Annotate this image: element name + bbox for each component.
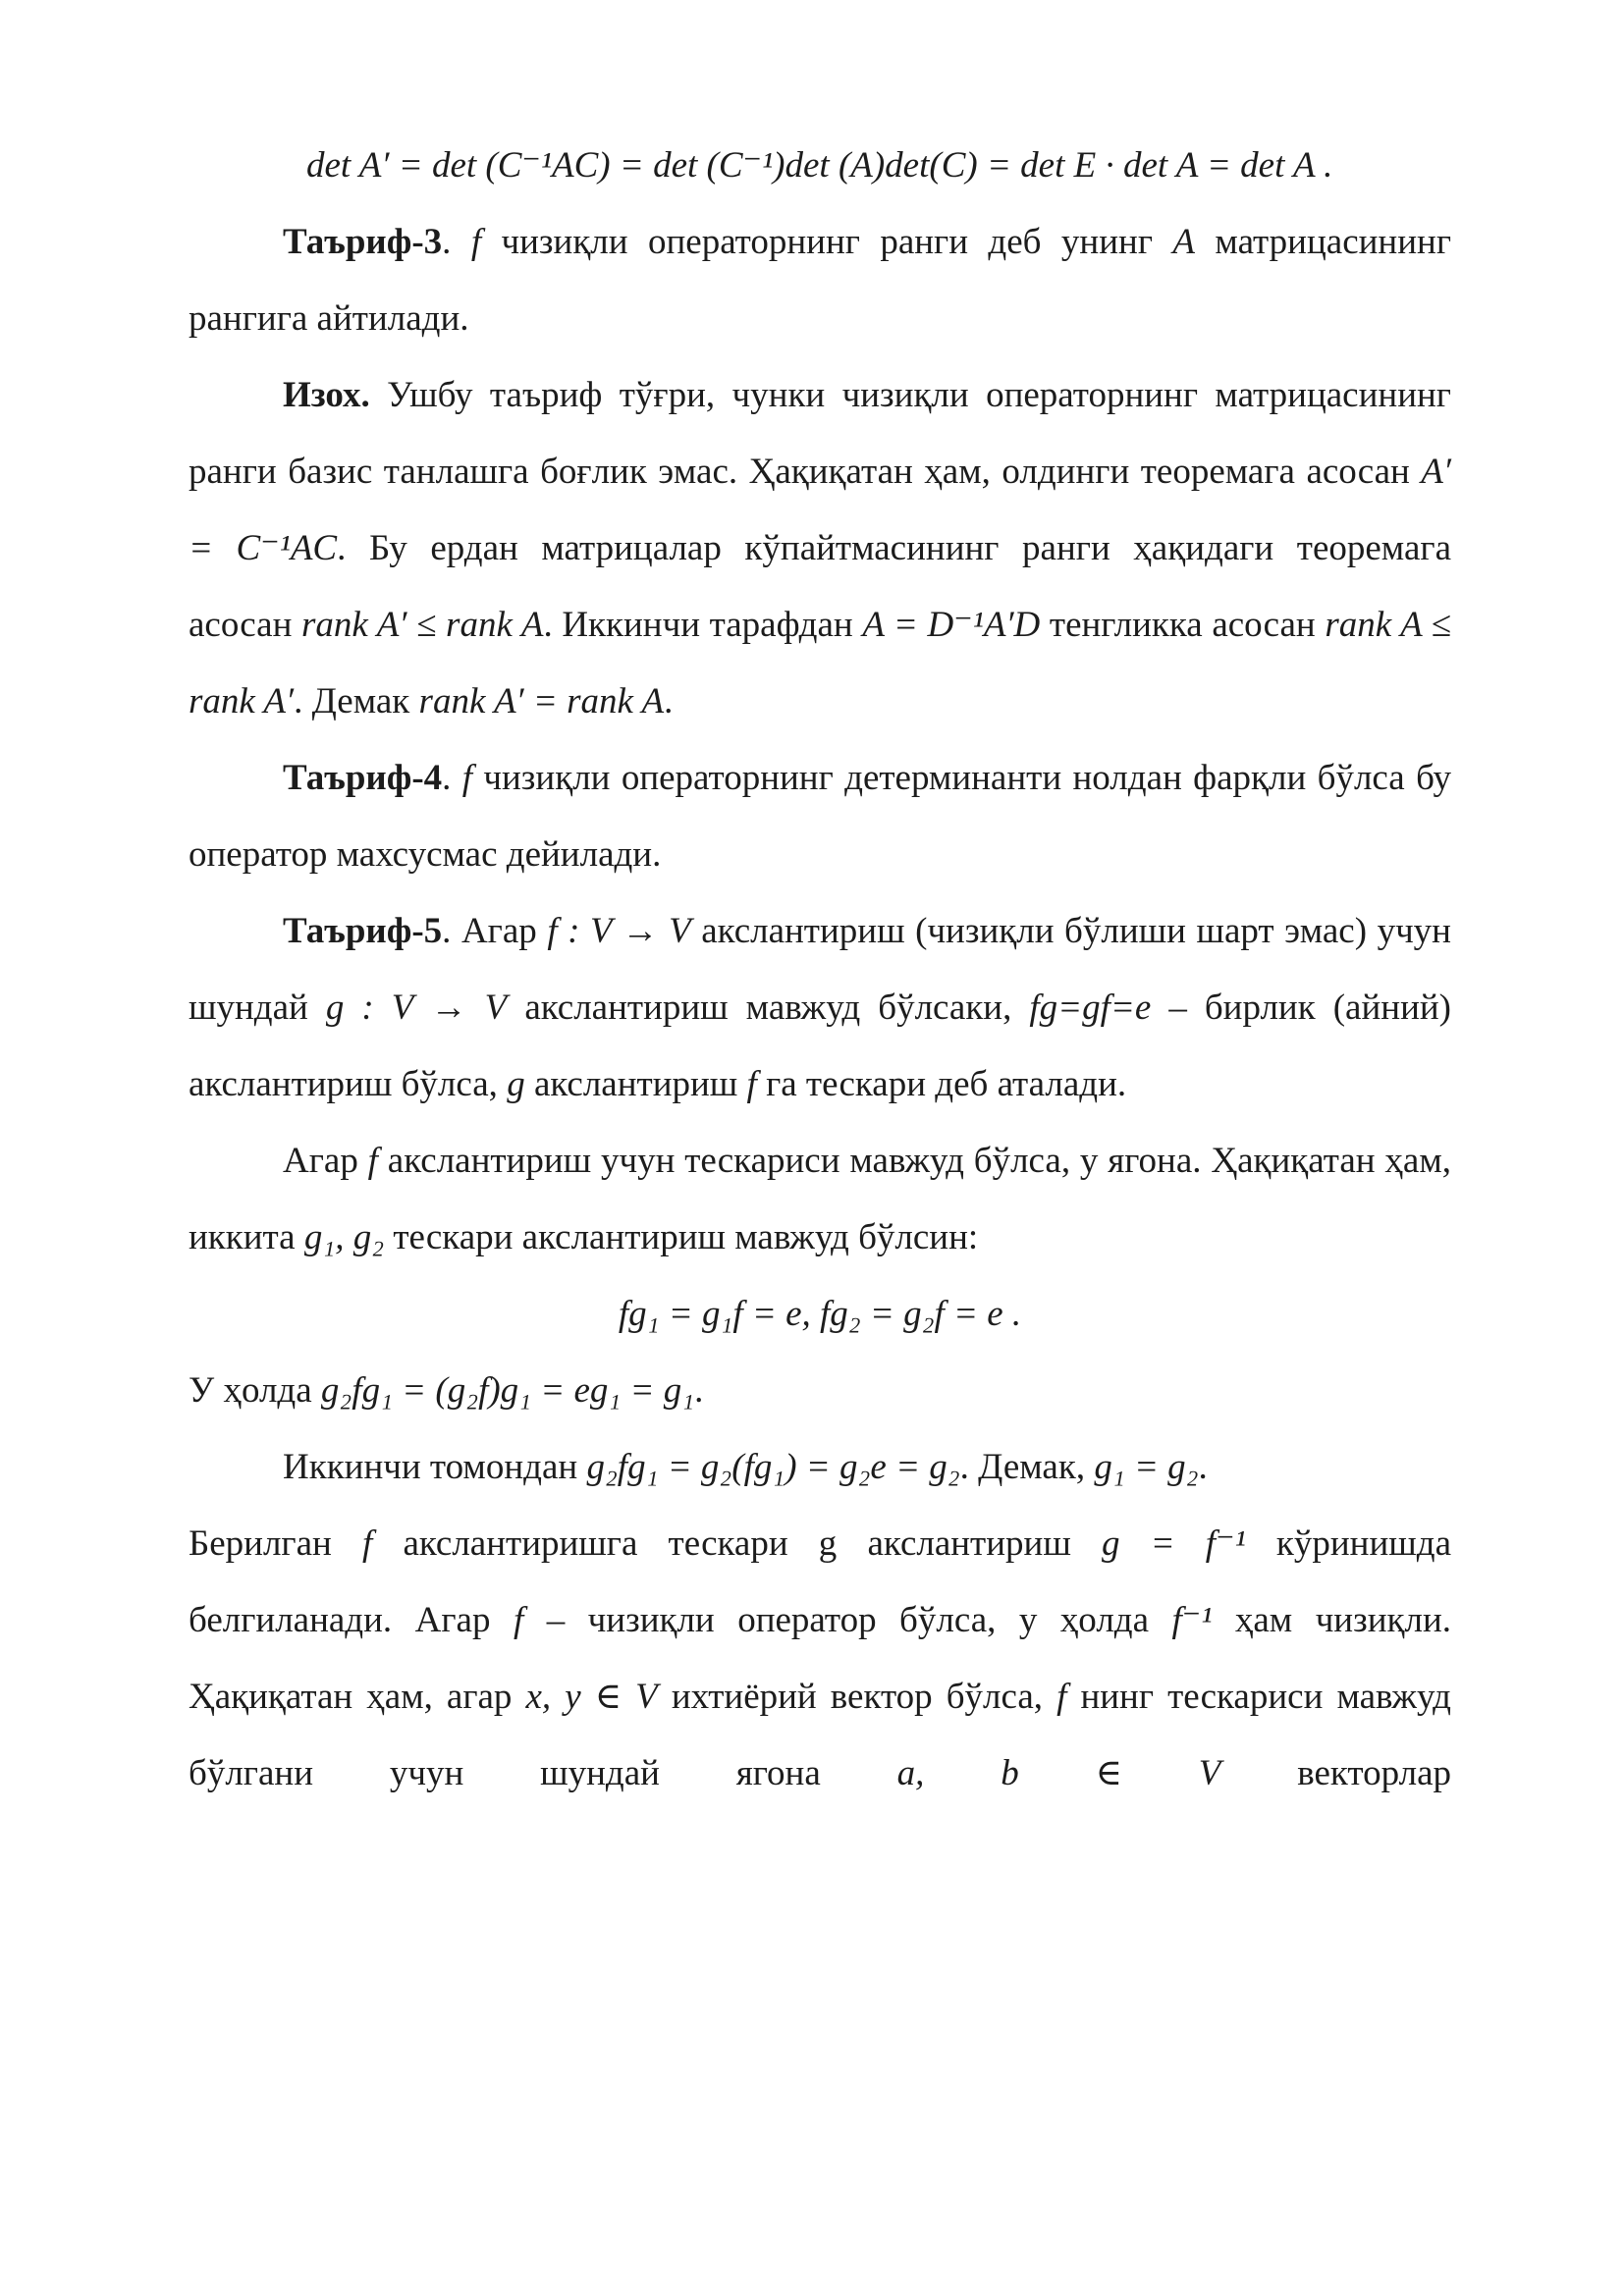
uniqueness-paragraph: Агар f акслантириш учун тескариси мавжуд бўлса, у ягона. Ҳақиқатан ҳам, иккита g₁, g₂ тескари акслантириш мавжуд бўлсин: [189,1141,1451,1257]
equation-inverse: fg₁ = g₁f = e, fg₂ = g₂f = e . [618,1294,1022,1334]
page-body [189,128,1451,1812]
definition-4-label: Таъриф-4 [283,758,443,798]
note-label: Изох. [283,375,370,415]
definition-3-label: Таъриф-3 [283,222,443,262]
definition-3: Таъриф-3. f чизиқли операторнинг ранги деб унинг A матрицасининг рангига айтилади. [189,222,1451,339]
equation-det: det A′ = det (C⁻¹AC) = det (C⁻¹)det (A)det(C) = det E · det A = det A . [306,145,1333,186]
second-side-line: Иккинчи томондан g₂fg₁ = g₂(fg₁) = g₂e = g₂. Демак, g₁ = g₂. [283,1447,1208,1487]
definition-4: Таъриф-4. f чизиқли операторнинг детерминанти нолдан фарқли бўлса бу оператор махсусмас дейилади. [189,758,1452,875]
note-paragraph: Изох. Ушбу таъриф тўғри, чунки чизиқли операторнинг матрицасининг ранги базис танлашга боғлик эмас. Ҳақиқатан ҳам, олдинги теоремага асосан A′ = C⁻¹AC. Бу ердан матрицалар кўпайтмасининг ранги ҳақидаги теоремага асосан rank A′ ≤ rank A. Иккинчи тарафдан A = D⁻¹A′D тенгликка асосан rank A ≤ rank A′. Демак rank A′ = rank A. [189,375,1451,721]
definition-5-label: Таъриф-5 [283,911,443,951]
then-line: У ҳолда g₂fg₁ = (g₂f)g₁ = eg₁ = g₁. [189,1370,704,1411]
definition-5: Таъриф-5. Агар f : V → V акслантириш (чизиқли бўлиши шарт эмас) учун шундай g : V → V акслантириш мавжуд бўлсаки, fg=gf=e – бирлик (айний) акслантириш бўлса, g акслантириш f га тескари деб аталади. [189,911,1451,1104]
given-paragraph: Берилган f акслантиришга тескари g акслантириш g = f⁻¹ кўринишда белгиланади. Агар f – чизиқли оператор бўлса, у ҳолда f⁻¹ ҳам чизиқли. Ҳақиқатан ҳам, агар x, y ∈ V ихтиёрий вектор бўлса, f нинг тескариси мавжуд бўлгани учун шундай ягона a, b ∈ V векторлар [189,1523,1452,1793]
